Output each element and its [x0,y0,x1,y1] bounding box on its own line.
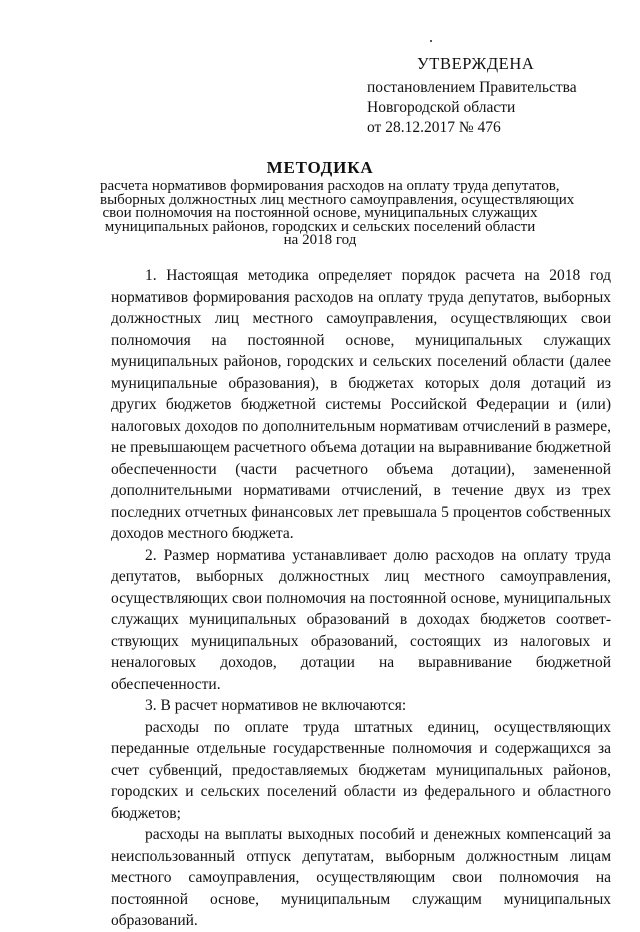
scan-speck [430,40,432,42]
subtitle-line: свои полномочия на постоянной основе, муниципальных служащих [102,205,538,221]
subtitle-line: муниципальных районов, городских и сельских поселений области [104,218,536,235]
document-subtitle [100,178,575,248]
paragraph-2: 2. Размер норматива устанавливает долю расходов на оплату труда депутатов, выборных должностных лиц местного самоуправления, осуществляющих свои полномочия на постоянной основе, муниципальных служащих муниципальных образований в доходах бюджетов соответ-ствующих муниципальных образований, состоящих из налоговых и неналоговых доходов, дотации на выравнивание бюджетной обеспеченности. [111,546,611,693]
paragraph-3-item-1: расходы по оплате труда штатных единиц, осуществляющих переданные отдельные государственные полномочия и содержащихся за счет субвенций, предоставляемых бюджетам муниципальных районов, городских и сельских поселений области из федерального и областного бюджетов; [111,718,611,822]
approval-line-1: постановлением Правительства [367,79,577,96]
subtitle-line: расчета нормативов формирования расходов на оплату труда депутатов, [100,178,560,194]
approval-title: УТВЕРЖДЕНА [417,54,535,73]
subtitle-line: выборных должностных лиц местного самоуправления, осуществляющих [100,191,575,208]
approval-line-2: Новгородской области [367,99,516,116]
document-title: МЕТОДИКА [266,158,374,177]
paragraph-3: 3. В расчет нормативов не включаются: [145,697,407,714]
document-body [111,265,611,932]
subtitle-line: на 2018 год [283,232,357,248]
paragraph-3-item-2: расходы на выплаты выходных пособий и денежных компенсаций за неиспользованный отпуск депутатам, выборным должностным лицам местного самоуправления, осуществляющим свои полномочия на постоянной основе, муниципальным служащим муниципальных образований. [111,826,611,929]
approval-stamp [367,54,617,138]
approval-line-3: от 28.12.2017 № 476 [367,119,501,136]
paragraph-1: 1. Настоящая методика определяет порядок расчета на 2018 год нормативов формирования расходов на оплату труда депутатов, выборных должностных лиц местного самоуправления, осуществляющих свои полномочия на постоянной основе, муниципальных служащих муниципальных районов, городских и сельских поселений области (далее муниципальные образования), в бюджетах которых доля дотаций из других бюджетов бюджетной системы Российской Федерации и (или) налоговых доходов по дополнительным нормативам отчислений в размере, не превышающем расчетного объема дотации на выравнивание бюджетной обеспеченности (части расчетного объема дотации), замененной дополнительными нормативами отчислений, в течение двух из трех последних отчетных финансовых лет превышала 5 процентов собственных доходов местного бюджета. [111,267,611,542]
